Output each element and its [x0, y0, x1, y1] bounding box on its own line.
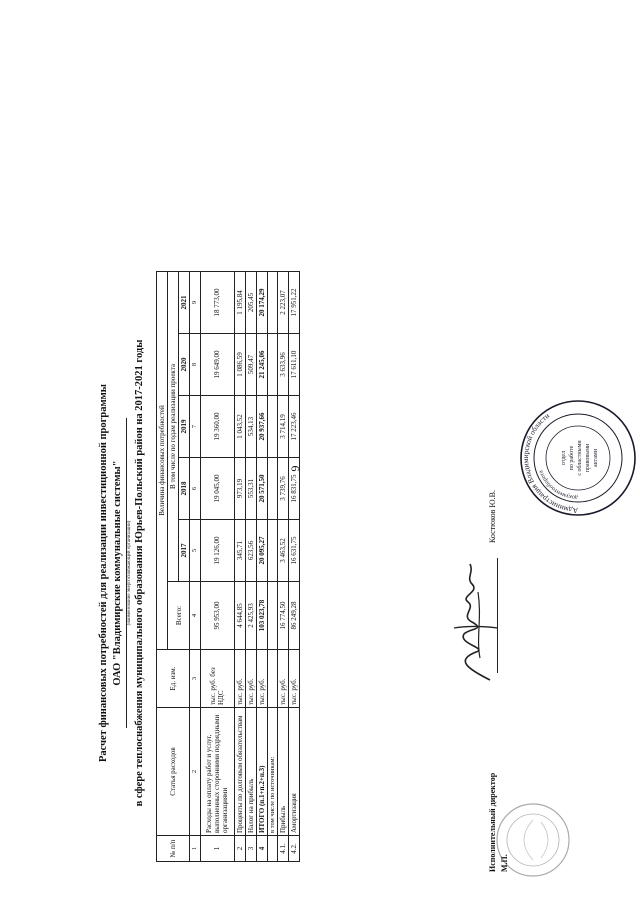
row-2017 [267, 520, 277, 582]
row-total: 86 249,28 [289, 582, 300, 650]
row-2021: 18 773,00 [200, 271, 234, 333]
table-row-subheader [267, 271, 277, 861]
row-article: Налог на прибыль [245, 708, 256, 836]
stamp-inner-line: правовыми [585, 443, 591, 473]
index-cell: 8 [190, 334, 200, 396]
row-2019: 1 043,52 [234, 396, 245, 458]
row-num: 4.2. [289, 836, 300, 862]
stamp-inner-line: актами [593, 449, 599, 467]
index-row [190, 271, 200, 861]
row-2018: 20 571,50 [256, 458, 267, 520]
row-num [267, 836, 277, 862]
header-year-2019: 2019 [179, 396, 190, 458]
row-num: 4.1. [278, 836, 289, 862]
row-total: 2 425,93 [245, 582, 256, 650]
title-line-2: ОАО "Владимирские коммунальные системы" [112, 460, 123, 686]
header-article: Статья расходов [157, 708, 190, 836]
row-2021: 205,45 [245, 271, 256, 333]
row-2018: 973,19 [234, 458, 245, 520]
stamp-inner-line: с областными [577, 440, 583, 476]
header-year-2017: 2017 [179, 520, 190, 582]
header-group: Величина финансовых потребностей [157, 271, 168, 649]
row-2021: 2 223,07 [278, 271, 289, 333]
row-2020: 1 086,59 [234, 334, 245, 396]
header-year-2020: 2020 [179, 334, 190, 396]
row-2018: 3 739,76 [278, 458, 289, 520]
row-unit: тыс. руб. [234, 650, 245, 708]
row-2019: 17 223,46 [289, 396, 300, 458]
title-line-4: в сфере теплоснабжения муниципального образования Юрьев-Польский район на 2017-2021 годы [134, 339, 145, 807]
row-unit: тыс. руб. [256, 650, 267, 708]
stamp-outer-text: Администрация Владимирской области [520, 410, 579, 516]
header-total: Всего: [168, 582, 190, 650]
row-2020: 3 633,96 [278, 334, 289, 396]
stamp-ring-text: документооборота [538, 469, 579, 501]
index-cell: 1 [190, 836, 200, 862]
index-cell: 9 [190, 271, 200, 333]
header-year-2018: 2018 [179, 458, 190, 520]
row-article: Амортизация [289, 708, 300, 836]
stamp-inner-line: отдел [561, 450, 567, 466]
row-2019: 20 937,66 [256, 396, 267, 458]
row-2019: 3 714,19 [278, 396, 289, 458]
row-2020: 17 611,10 [289, 334, 300, 396]
row-2020: 21 245,06 [256, 334, 267, 396]
official-stamp-image [518, 398, 638, 518]
row-2017: 16 631,75 [289, 520, 300, 582]
row-unit: тыс. руб. [245, 650, 256, 708]
header-num: № п/п [157, 836, 190, 862]
row-unit: тыс. руб. без НДС [200, 650, 234, 708]
row-2021 [267, 271, 277, 333]
row-total: 16 774,50 [278, 582, 289, 650]
header-subgroup: В том числе по годам реализации проекта [168, 271, 179, 581]
seal-place-label: М.П. [500, 854, 509, 872]
row-total [267, 582, 277, 650]
row-unit [267, 650, 277, 708]
page-number: 6 [288, 465, 303, 472]
row-2020: 19 649,00 [200, 334, 234, 396]
row-2017: 20 095,27 [256, 520, 267, 582]
index-cell: 4 [190, 582, 200, 650]
row-2018 [267, 458, 277, 520]
row-article: в том числе по источникам: [267, 708, 277, 836]
row-total: 95 953,00 [200, 582, 234, 650]
row-2019: 534,13 [245, 396, 256, 458]
row-2021: 20 174,29 [256, 271, 267, 333]
row-total: 103 023,78 [256, 582, 267, 650]
header-unit: Ед. изм. [157, 650, 190, 708]
index-cell: 7 [190, 396, 200, 458]
row-num: 1 [200, 836, 234, 862]
row-2021: 1 195,84 [234, 271, 245, 333]
row-2017: 19 126,00 [200, 520, 234, 582]
row-2018: 553,31 [245, 458, 256, 520]
stamp-inner-line: по работе [569, 445, 575, 471]
title-line-1: Расчет финансовых потребностей для реализации инвестиционной программы [98, 383, 109, 763]
row-2017: 3 463,52 [278, 520, 289, 582]
row-unit: тыс. руб. [278, 650, 289, 708]
row-2018: 19 045,00 [200, 458, 234, 520]
row-num: 3 [245, 836, 256, 862]
row-2019 [267, 396, 277, 458]
row-2021: 17 951,22 [289, 271, 300, 333]
table-row [289, 271, 300, 861]
signature-block [488, 268, 599, 878]
row-2019: 19 360,00 [200, 396, 234, 458]
organization-caption: (наименование энергоснабжающей организации) [127, 520, 132, 626]
table-row [278, 271, 289, 861]
row-2018: 16 831,75 [289, 458, 300, 520]
row-article: ИТОГО (п.1+п.2+п.3) [256, 708, 267, 836]
row-2020: 509,47 [245, 334, 256, 396]
row-article: Расходы на оплату работ и услуг, выполненных сторонними подрядными организациями [200, 708, 234, 836]
index-cell: 2 [190, 708, 200, 836]
financial-table [156, 271, 300, 862]
row-total: 4 644,85 [234, 582, 245, 650]
row-num: 2 [234, 836, 245, 862]
row-2017: 623,56 [245, 520, 256, 582]
index-cell: 6 [190, 458, 200, 520]
index-cell: 5 [190, 520, 200, 582]
rotated-content [98, 268, 599, 878]
row-2017: 345,71 [234, 520, 245, 582]
row-article: Прибыль [278, 708, 289, 836]
row-article: Проценты по долговым обязательствам [234, 708, 245, 836]
signer-name: Костюков Ю.В. [488, 490, 497, 543]
signature-line [497, 558, 498, 673]
table-row [200, 271, 234, 861]
table-row-total [256, 271, 267, 861]
row-unit: тыс. руб. [289, 650, 300, 708]
row-num: 4 [256, 836, 267, 862]
table-row [245, 271, 256, 861]
table-row [234, 271, 245, 861]
director-title: Исполнительный директор [488, 772, 497, 872]
index-cell: 3 [190, 650, 200, 708]
header-year-2021: 2021 [179, 271, 190, 333]
row-2020 [267, 334, 277, 396]
